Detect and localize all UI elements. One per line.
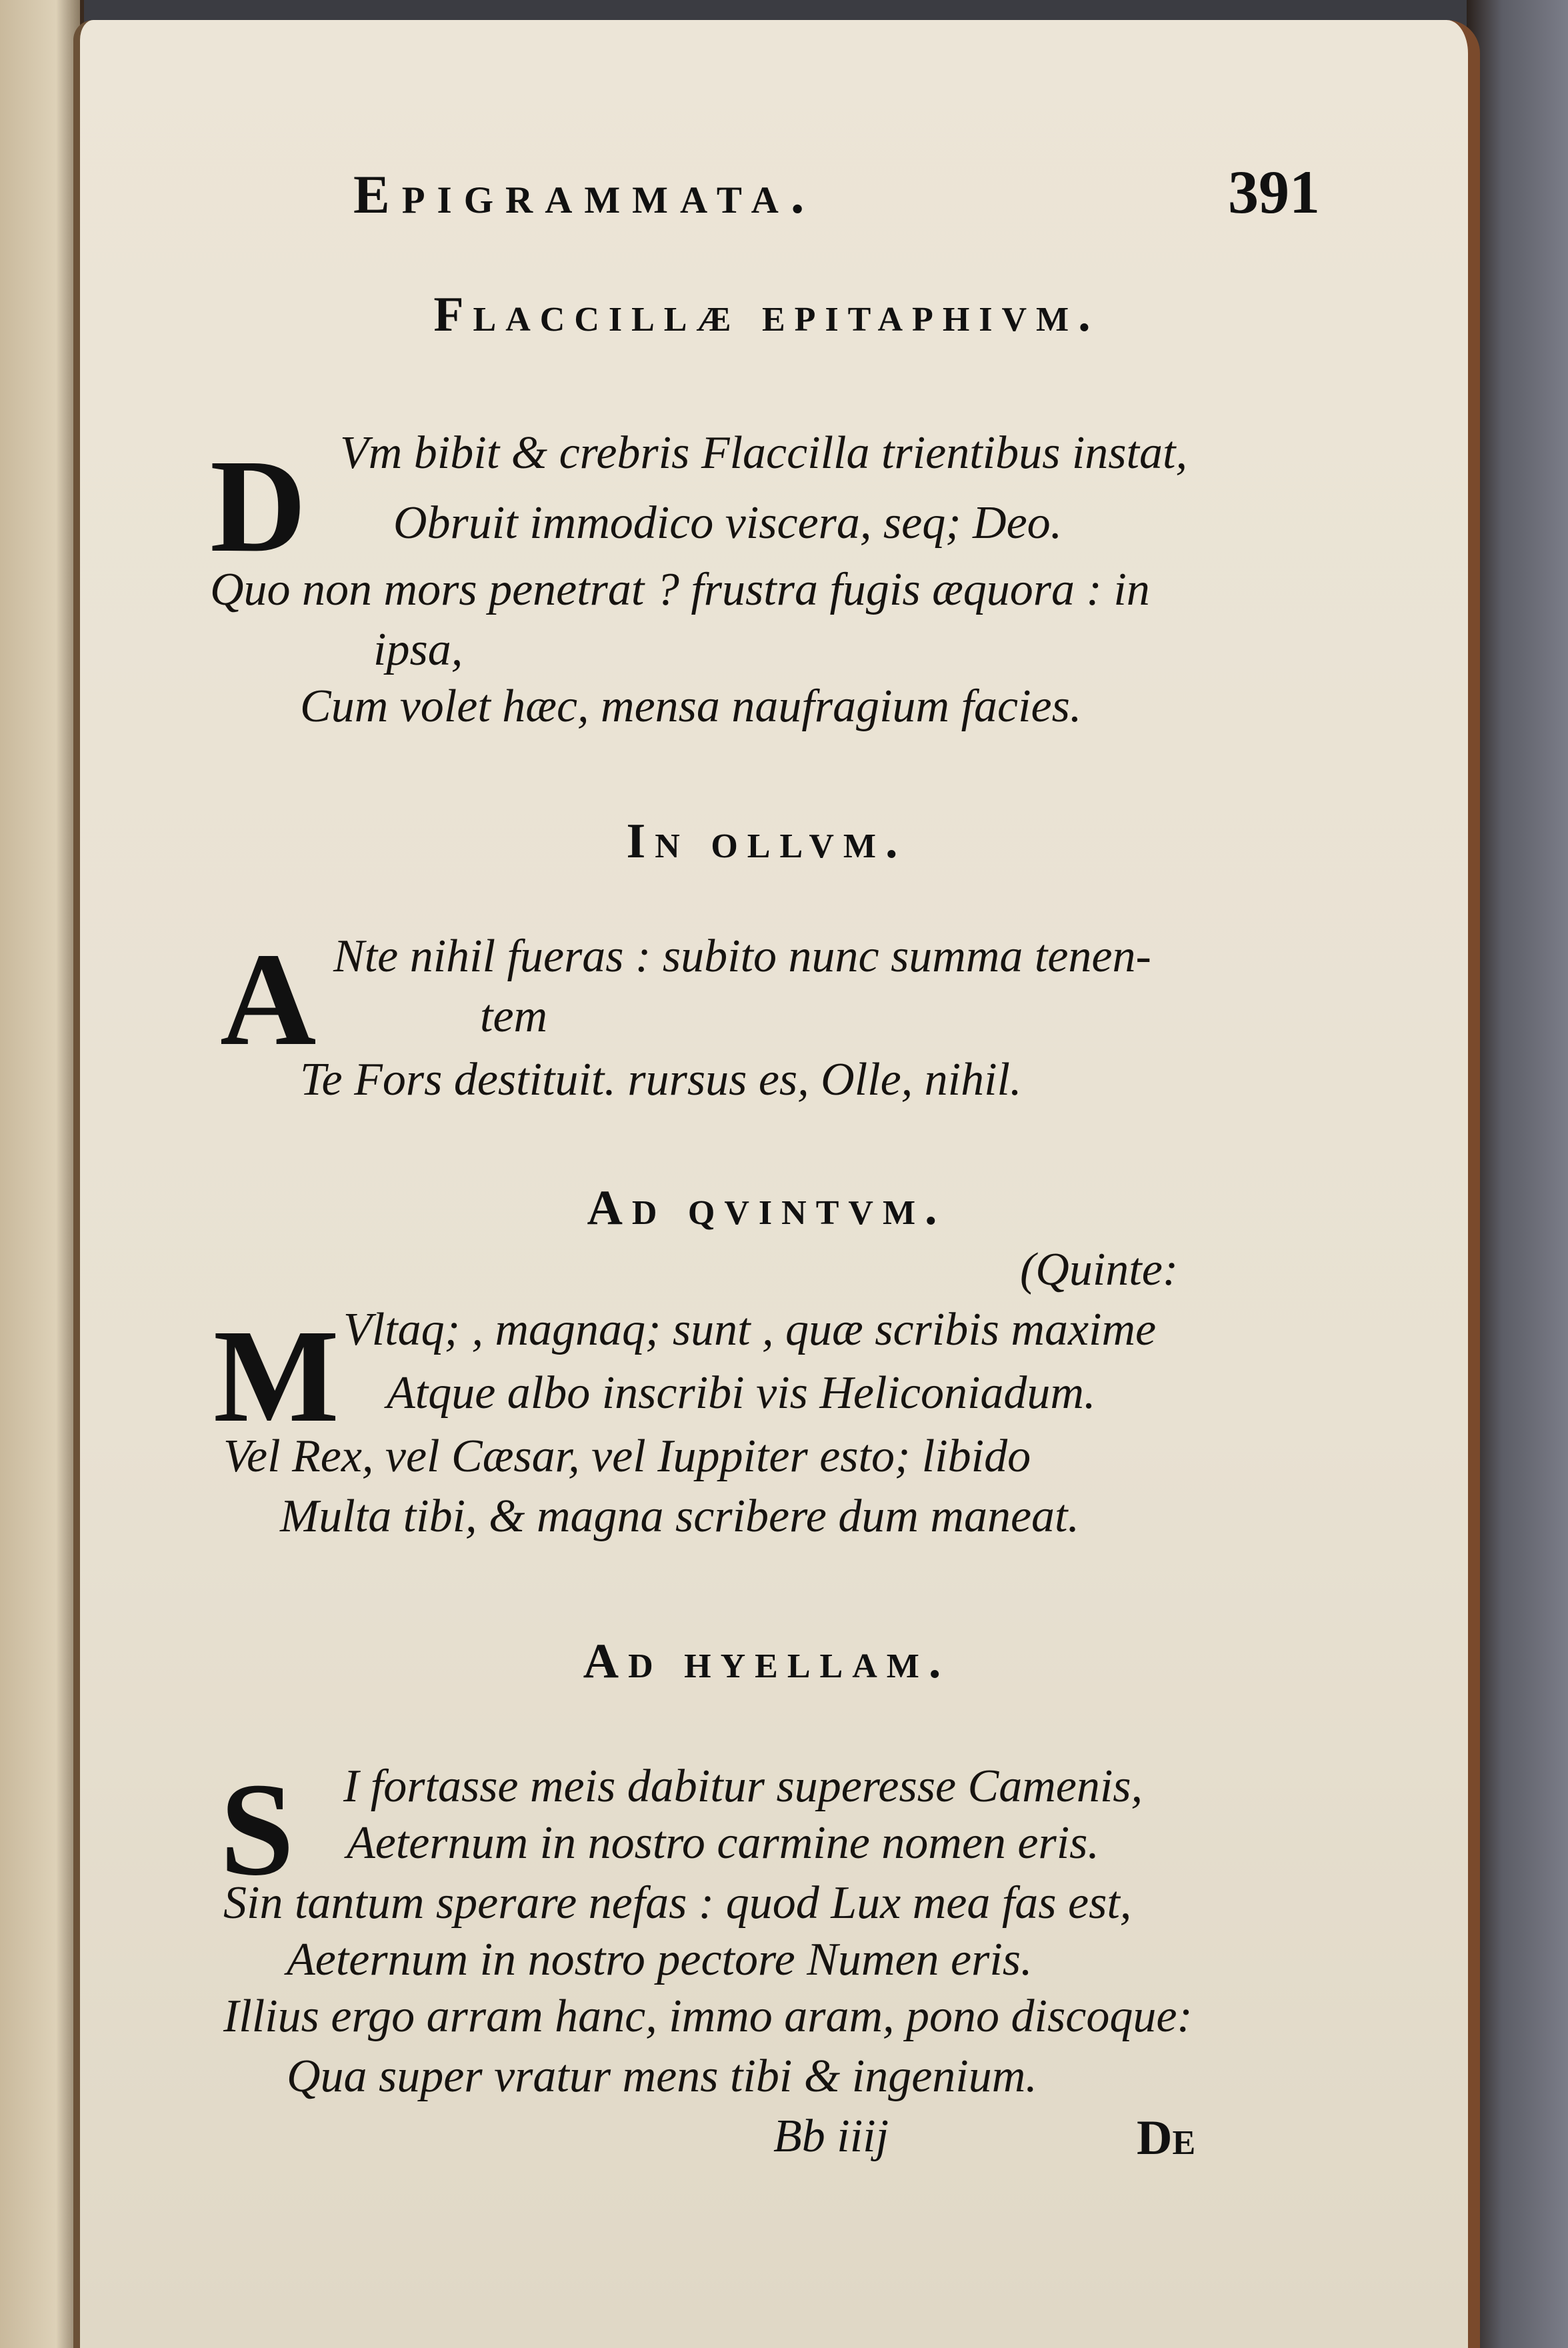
verse-line: Cum volet hæc, mensa naufragium facies. xyxy=(300,681,1082,732)
drop-cap: A xyxy=(220,926,317,1073)
verse-line: Vltaq; , magnaq; sunt , quæ scribis maxime xyxy=(343,1304,1157,1355)
verse-line: Multa tibi, & magna scribere dum maneat. xyxy=(280,1491,1079,1542)
running-head-title: Epigrammata. xyxy=(353,164,817,225)
catchword: De xyxy=(1137,2111,1196,2165)
verse-line: ipsa, xyxy=(373,624,463,675)
verse-line: tem xyxy=(480,991,548,1042)
verse-line: Vel Rex, vel Cæsar, vel Iuppiter esto; libido xyxy=(223,1431,1031,1482)
verse-line: Te Fors destituit. rursus es, Olle, nihil. xyxy=(300,1054,1022,1105)
poem-heading: Ad qvintvm. xyxy=(587,1181,947,1235)
verse-line: Nte nihil fueras : subito nunc summa tenen- xyxy=(333,931,1151,982)
verse-line: Qua super vratur mens tibi & ingenium. xyxy=(287,2051,1037,2102)
drop-cap: S xyxy=(220,1756,295,1903)
verse-line: I fortasse meis dabitur superesse Camenis, xyxy=(343,1761,1143,1812)
facing-page-edge xyxy=(0,0,84,2348)
verse-line: Obruit immodico viscera, seq; Deo. xyxy=(393,497,1063,549)
verse-line: Atque albo inscribi vis Heliconiadum. xyxy=(387,1367,1096,1419)
verse-line: Sin tantum sperare nefas : quod Lux mea fas est, xyxy=(223,1877,1132,1929)
drop-cap: D xyxy=(210,433,307,580)
signature-mark: Bb iiij xyxy=(773,2111,889,2162)
running-head xyxy=(353,157,1320,230)
page-number: 391 xyxy=(1228,158,1320,226)
poem-heading: Ad hyellam. xyxy=(583,1634,951,1689)
verse-line: Illius ergo arram hanc, immo aram, pono discoque: xyxy=(223,1991,1193,2042)
poem-heading: Flaccillæ epitaphivm. xyxy=(433,287,1100,342)
verse-line: Quo non mors penetrat ? frustra fugis æquora : in xyxy=(210,564,1150,615)
verse-line: Aeternum in nostro carmine nomen eris. xyxy=(347,1817,1099,1869)
verse-line: Vm bibit & crebris Flaccilla trientibus instat, xyxy=(340,427,1187,479)
drop-cap: M xyxy=(213,1303,339,1450)
background-fabric xyxy=(1467,0,1568,2348)
verse-line: (Quinte: xyxy=(1020,1244,1179,1295)
poem-heading: In ollvm. xyxy=(626,814,907,869)
verse-line: Aeternum in nostro pectore Numen eris. xyxy=(287,1934,1033,1985)
book-page xyxy=(73,20,1480,2348)
